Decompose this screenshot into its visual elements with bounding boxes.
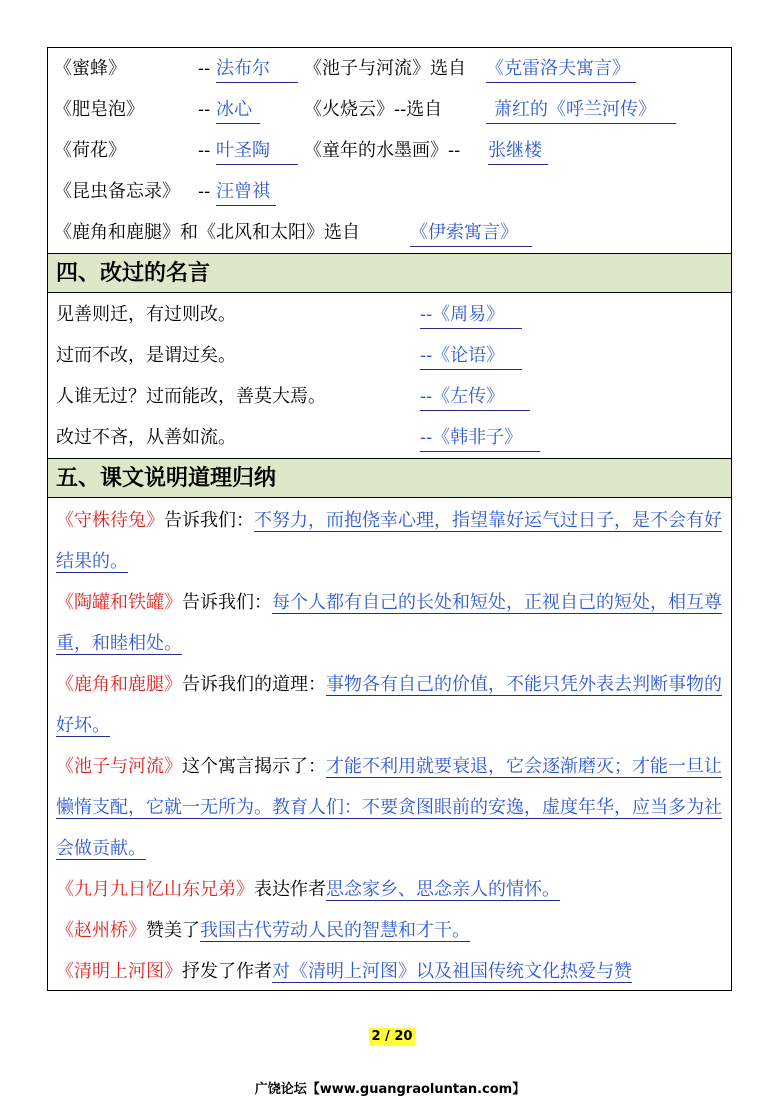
source-book: 张继楼	[488, 137, 548, 165]
author-name: 冰心	[216, 96, 260, 124]
lesson-title: 《赵州桥》	[56, 920, 146, 941]
author-name: 法布尔	[216, 55, 298, 83]
work-title-2: 《童年的水墨画》--	[304, 140, 461, 161]
lesson-content: 每个人都有自己的长处和短处，正视自己的短处，相互尊重，和睦相处。	[56, 592, 722, 654]
lesson-summary	[56, 664, 723, 746]
work-title-2: 《池子与河流》选自	[304, 58, 466, 79]
lesson-summary	[56, 910, 723, 951]
lesson-title: 《清明上河图》	[56, 961, 182, 982]
lesson-content: 事物各有自己的价值，不能只凭外表去判断事物的好坏。	[56, 674, 722, 736]
quote-text: 过而不改，是谓过矣。	[56, 345, 236, 366]
lesson-summary	[56, 951, 723, 992]
lesson-title: 《鹿角和鹿腿》	[56, 674, 182, 695]
quote-row	[48, 376, 731, 417]
lesson-verb: 告诉我们的道理：	[182, 674, 326, 695]
site-footer: 广饶论坛【www.guangraoluntan.com】	[254, 1082, 526, 1097]
lesson-content: 对《清明上河图》以及祖国传统文化热爱与赞	[272, 961, 632, 982]
lesson-verb: 赞美了	[146, 920, 200, 941]
lesson-verb: 告诉我们：	[182, 592, 272, 613]
lesson-summary	[56, 582, 723, 664]
separator: --	[198, 140, 211, 161]
lesson-content: 我国古代劳动人民的智慧和才干。	[200, 920, 470, 941]
lesson-content: 才能不利用就要衰退，它会逐渐磨灭；才能一旦让懒惰支配，它就一无所为。教育人们：不要贪图眼前的安逸，虚度年华，应当多为社会做贡献。	[56, 756, 722, 859]
lesson-verb: 抒发了作者	[182, 961, 272, 982]
quote-source: --《论语》	[420, 342, 522, 370]
separator: --	[198, 99, 211, 120]
author-name: 叶圣陶	[216, 137, 298, 165]
quote-row	[48, 335, 731, 376]
work-title: 《昆虫备忘录》	[54, 181, 180, 202]
lesson-summary	[56, 746, 723, 869]
page-number: 2 / 20	[369, 1028, 415, 1046]
lesson-content: 不努力，而抱侥幸心理，指望靠好运气过日子，是不会有好结果的。	[56, 510, 722, 572]
work-title: 《鹿角和鹿腿》和《北风和太阳》选自	[54, 222, 360, 243]
lesson-summary	[56, 869, 723, 910]
author-name: 汪曾祺	[216, 178, 276, 206]
lesson-verb: 告诉我们：	[164, 510, 254, 531]
source-book: 萧红的《呼兰河传》	[486, 96, 676, 124]
source-book: 《伊索寓言》	[410, 219, 532, 247]
quote-text: 见善则迁，有过则改。	[56, 304, 236, 325]
lesson-verb: 这个寓言揭示了：	[182, 756, 326, 777]
quote-source: --《韩非子》	[420, 424, 540, 452]
author-row	[48, 89, 731, 130]
author-row	[48, 48, 731, 89]
lesson-title: 《池子与河流》	[56, 756, 182, 777]
section-heading: 四、改过的名言	[48, 253, 731, 293]
separator: --	[198, 58, 211, 79]
quote-text: 人谁无过？过而能改，善莫大焉。	[56, 386, 326, 407]
source-book: 《克雷洛夫寓言》	[486, 55, 636, 83]
author-row	[48, 130, 731, 171]
work-title: 《肥皂泡》	[54, 99, 144, 120]
quote-source: --《左传》	[420, 383, 530, 411]
author-row	[48, 171, 731, 212]
quote-text: 改过不吝，从善如流。	[56, 427, 236, 448]
work-title: 《荷花》	[54, 140, 126, 161]
work-title: 《蜜蜂》	[54, 58, 126, 79]
section-heading: 五、课文说明道理归纳	[48, 458, 731, 498]
lesson-content: 思念家乡、思念亲人的情怀。	[326, 879, 560, 900]
lesson-title: 《守株待兔》	[56, 510, 164, 531]
lesson-summary	[56, 500, 723, 582]
author-row	[48, 212, 731, 253]
work-title-2: 《火烧云》--选自	[304, 99, 443, 120]
document-sheet	[47, 47, 732, 991]
quote-source: --《周易》	[420, 301, 522, 329]
lesson-title: 《九月九日忆山东兄弟》	[56, 879, 254, 900]
separator: --	[198, 181, 211, 202]
lesson-verb: 表达作者	[254, 879, 326, 900]
quote-row	[48, 417, 731, 458]
lesson-title: 《陶罐和铁罐》	[56, 592, 182, 613]
quote-row	[48, 294, 731, 335]
